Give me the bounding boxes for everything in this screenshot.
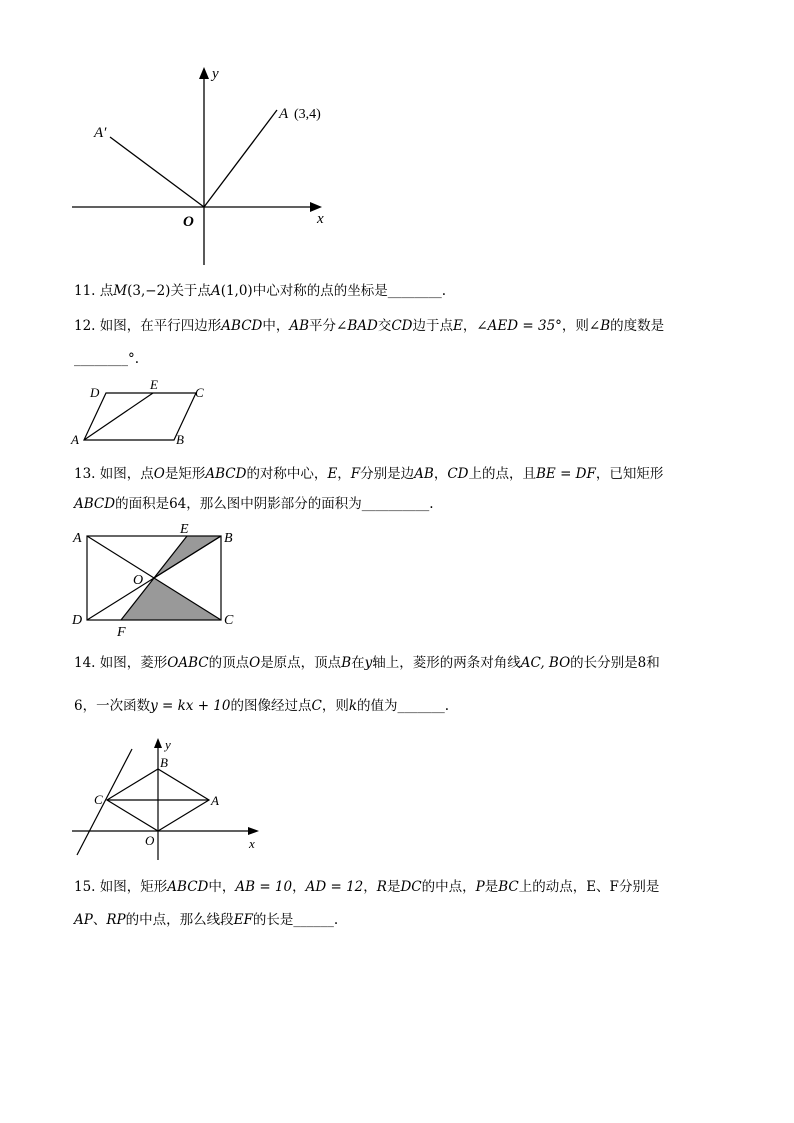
q12-angle-bad: ∠BAD [336,318,378,334]
y-axis-arrow-icon [199,67,209,79]
q15-text: 分别是 [618,879,660,895]
label-x: x [249,836,255,851]
label-e: E [150,377,158,392]
q12-degree-end: °. [128,351,140,367]
question-13-line-1 [74,464,663,484]
figure-rectangle-shaded [66,520,246,640]
q14-text: 的长分别是 [570,655,638,671]
q14-answer-blank: _______ [397,698,445,714]
q15-ef: EF [233,912,253,928]
q15-text: 的中点， [421,879,476,895]
q11-text: 关于点 [170,283,211,299]
q13-text: ， [337,466,351,482]
question-14-line-1 [74,653,660,673]
label-o: O [145,833,155,848]
label-b: B [160,755,168,770]
q12-number: 12. [74,318,96,334]
q11-text: 点 [99,283,114,299]
q15-text: ， [363,879,377,895]
q15-text: 中， [208,879,236,895]
question-13-line-2 [74,494,434,514]
q15-bc: BC [498,879,519,895]
q14-text: ，一次函数 [82,698,151,714]
q13-end: . [429,496,434,512]
line-y-kx-10 [77,749,132,855]
q13-ab: AB [414,466,434,482]
q13-text: 是矩形 [164,466,206,482]
q12-text: 交 [377,318,392,334]
q15-text: 的长是 [252,912,294,928]
label-a: A [73,531,82,546]
question-12-line-2 [74,349,139,369]
segment-oa [204,110,277,207]
q12-angle-b: ∠B [588,318,611,334]
q14-text: 在 [351,655,365,671]
q15-number: 15. [74,879,96,895]
q15-ap: AP [74,912,93,928]
q14-eight: 8 [637,655,647,671]
q15-end: . [333,912,339,928]
q13-text: ， [433,466,448,482]
label-a: A [279,106,289,122]
q11-text: 中心对称的点的坐标是 [252,283,388,299]
q15-text: 上的动点， [518,879,587,895]
label-o: O [183,214,194,230]
label-b: B [176,432,184,447]
q15-text: 是 [386,879,401,895]
question-15-line-2 [74,910,338,930]
q13-f: F [350,466,361,482]
q12-abcd: ABCD [221,318,263,334]
q13-text: 的对称中心， [246,466,328,482]
q12-text: 中， [262,318,290,334]
label-y: y [212,66,219,82]
q13-text: 上的点，且 [468,466,536,482]
q11-end: . [441,283,446,299]
segment-oa-prime [110,137,204,207]
q15-ad: AD = 12 [305,879,364,895]
question-14-line-2 [74,696,449,716]
figure-rhombus-axes [66,732,266,862]
q15-ab: AB = 10 [235,879,293,895]
q14-text: 是原点，顶点 [260,655,342,671]
q12-text: ， [462,318,477,334]
q13-area: 64 [169,496,187,512]
q14-ac-bo: AC, BO [520,655,571,671]
q11-point-m: M [113,283,128,299]
question-11 [74,281,446,301]
q11-m-coords: (3,−2) [127,283,171,299]
label-a-coords: (3,4) [294,107,321,122]
label-a-prime: A′ [94,125,107,141]
q11-answer-blank: ________ [387,283,442,299]
q14-text: 如图，菱形 [99,655,168,671]
question-15-line-1 [74,877,659,897]
q13-abcd-2: ABCD [74,496,116,512]
label-y: y [165,737,171,752]
q13-o: O [153,466,165,482]
q14-function: y = kx + 10 [150,698,231,714]
label-x: x [317,211,324,227]
q14-oabc: OABC [167,655,209,671]
q15-answer-blank: ______ [293,912,334,928]
q13-be-df: BE = DF [536,466,596,482]
q14-o: O [249,655,261,671]
q14-text: 的图像经过点 [230,698,312,714]
q15-text: 、 [92,912,107,928]
question-12-line-1 [74,316,664,336]
q14-c: C [311,698,322,714]
q15-text: ， [292,879,306,895]
label-e: E [180,522,189,537]
label-d: D [72,613,83,628]
label-a: A [71,432,79,447]
q12-text: 平分 [309,318,337,334]
q13-number: 13. [74,466,96,482]
q13-text: ，那么图中阴影部分的面积为 [186,496,362,512]
q14-six: 6 [74,698,83,714]
q15-dc: DC [400,879,422,895]
label-f: F [117,625,126,640]
q13-text: 的面积是 [115,496,170,512]
q14-k: k [348,698,358,714]
x-axis-arrow-icon [248,827,259,835]
q15-ef-names: E、F [586,879,619,895]
q12-text: 的度数是 [610,318,665,334]
q15-r: R [376,879,387,895]
q11-number: 11. [74,283,96,299]
q14-number: 14. [74,655,96,671]
q14-text: 和 [646,655,660,671]
y-axis-arrow-icon [154,738,162,748]
q15-rp: RP [106,912,126,928]
q11-point-a: A [210,283,221,299]
q15-p: P [475,879,485,895]
figure-reflection-axes [60,60,350,270]
q14-y: y [364,655,373,671]
q13-answer-blank: __________ [361,496,430,512]
q12-cd: CD [391,318,413,334]
q13-cd: CD [447,466,469,482]
q15-abcd: ABCD [167,879,209,895]
q13-text: ，已知矩形 [595,466,664,482]
label-d: D [90,385,100,400]
label-c: C [195,385,204,400]
q13-abcd: ABCD [205,466,247,482]
q15-text: 的中点，那么线段 [125,912,234,928]
q12-text: ，则 [561,318,589,334]
label-b: B [224,531,233,546]
label-c: C [94,792,103,807]
q12-text: 如图，在平行四边形 [99,318,222,334]
figure-parallelogram [66,378,216,448]
q12-e: E [453,318,463,334]
q14-end: . [444,698,450,714]
q12-answer-blank: ________ [74,351,128,367]
q14-text: 轴上，菱形的两条对角线 [372,655,521,671]
label-o: O [133,573,144,588]
q13-e: E [327,466,338,482]
q15-text: 是 [484,879,499,895]
q14-text: 的值为 [357,698,398,714]
q13-text: 如图，点 [99,466,154,482]
q14-b: B [341,655,352,671]
label-c: C [224,613,234,628]
q12-ab: AB [289,318,310,334]
q14-text: ，则 [321,698,349,714]
label-a: A [211,793,219,808]
q12-angle-aed: ∠AED = 35° [476,318,562,334]
q12-text: 边于点 [412,318,453,334]
q15-text: 如图，矩形 [99,879,168,895]
q11-a-coords: (1,0) [220,283,253,299]
q14-text: 的顶点 [208,655,250,671]
q13-text: 分别是边 [360,466,415,482]
